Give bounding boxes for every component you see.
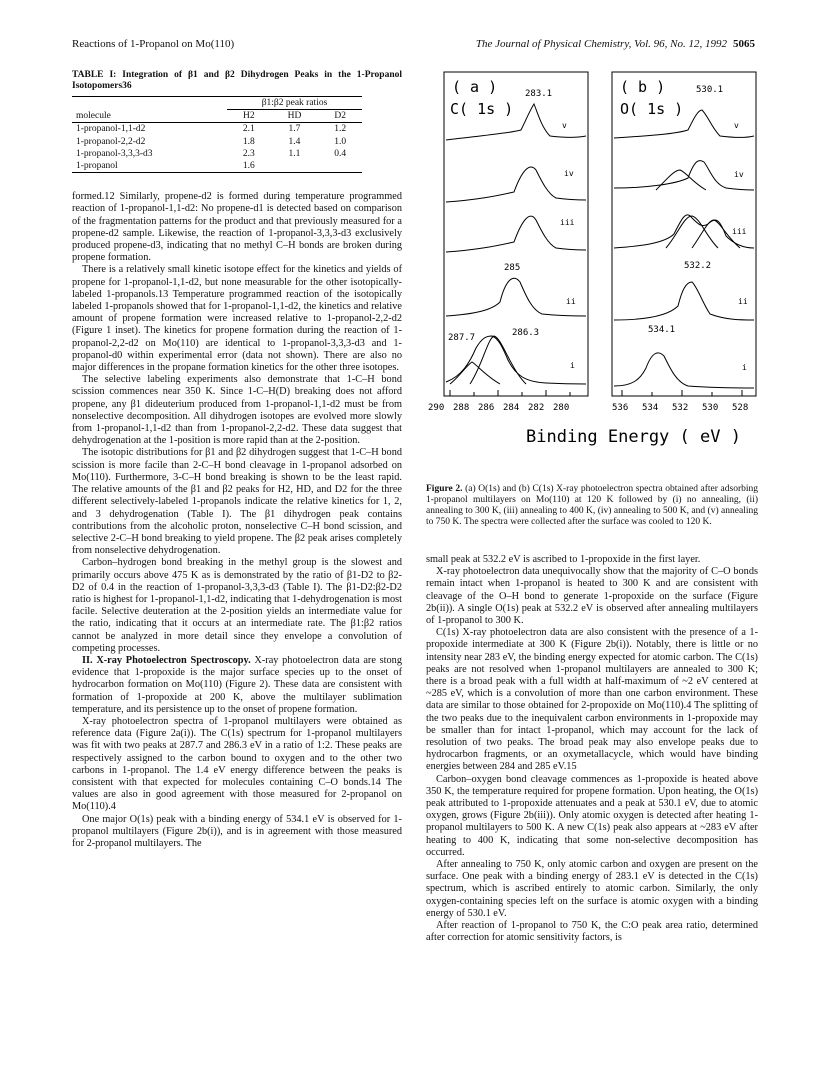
body-paragraph: small peak at 532.2 eV is ascribed to 1-propoxide in the first layer.	[426, 554, 701, 565]
spectrum-trace	[614, 282, 754, 320]
trace-label: i	[742, 363, 747, 372]
table-caption: TABLE I: Integration of β1 and β2 Dihydrogen Peaks in the 1-Propanol Isotopomers36	[72, 70, 402, 91]
peak-label: 285	[504, 263, 521, 273]
trace-label: iv	[734, 170, 744, 179]
trace-label: ii	[738, 297, 748, 306]
table-row: 1-propanol-3,3,3-d3 2.3 1.1 0.4	[76, 148, 347, 159]
tick-label: 530	[702, 403, 719, 413]
figure-caption: Figure 2. (a) O(1s) and (b) C(1s) X-ray photoelectron spectra obtained after adsorbing 1-propanol multilayers on Mo(110) at 120 K followed by (i) no annealing, (ii) annealing to 300 K, (iii) annealing to 400 K, (iv) annealing to 500 K, and (v) annealing to 750 K. The spectra were collected after the surface was cooled to 120 K.	[426, 484, 759, 527]
fit-peak	[656, 170, 706, 190]
body-paragraph: X-ray photoelectron data unequivocally show that the majority of C–O bonds remain intact when 1-propanol is heated to 300 K and are consistent with cleavage of the O–H bond to generate 1-propoxide on the surface (Figure 2b(ii)). A single O(1s) peak at 532.2 eV is observed after annealing multilayers of 1-propanol to 300 K.	[426, 566, 758, 627]
isotopomer-table	[72, 96, 362, 173]
body-paragraph: X-ray photoelectron spectra of 1-propanol multilayers were obtained as reference data (Figure 2a(i)). The C(1s) spectrum for 1-propanol multilayers was fit with two peaks at 287.7 and 286.3 eV in a ratio of 1:2. These peaks are respectively assigned to the carbon bound to oxygen and to the other two carbons in 1-propanol. The 1.4 eV energy difference between the peaks is consistent with that expected for molecules containing C–O bonds.14 The values are also in good agreement with those measured for 2-propanol on Mo(110).4	[72, 715, 402, 813]
trace-label: iii	[560, 218, 575, 227]
panel-a-core: C( 1s )	[450, 100, 514, 118]
body-paragraph: After annealing to 750 K, only atomic carbon and oxygen are present on the surface. One peak with a binding energy of 283.1 eV is detected in the C(1s) spectrum, which is ascribed entirely to atomic carbon. Similarly, the only oxygen-containing species left on the surface is atomic oxygen with a binding energy of 530.1 eV.	[426, 859, 758, 919]
fit-peak	[470, 336, 526, 384]
peak-label: 532.2	[684, 261, 712, 271]
trace-label: ii	[566, 297, 576, 306]
journal-citation: The Journal of Physical Chemistry, Vol. 96, No. 12, 1992	[475, 38, 727, 50]
spectrum-trace	[614, 353, 754, 388]
x-axis-label: Binding Energy ( eV )	[526, 427, 741, 447]
left-column	[72, 70, 402, 850]
tick-label: 528	[732, 403, 749, 413]
panel-a-label: ( a )	[452, 78, 498, 96]
running-header-left: Reactions of 1-Propanol on Mo(110)	[72, 38, 235, 50]
tick-label: 534	[642, 403, 659, 413]
tick-label: 284	[503, 403, 520, 413]
body-paragraph: The isotopic distributions for β1 and β2 dihydrogen suggest that 1-C–H bond scission is more facile than 2-C–H bond cleavage in 1-propanol adsorbed on Mo(110). Furthermore, 3-C–H bond breaking is shown to be the least rapid. The relative amounts of the β1 and β2 peaks for H2, HD, and D2 for the three different selectively-labeled 1-propanols indicate the relative kinetics for 1, 2, and 3 dehydrogenation (Table I). The β1 dihydrogen peak contains contributions from the alcoholic proton, nonselective C–H bond scission, and selective 2-C–H bond breaking to yield propene. The β2 peak arises completely from nonselective dehydrogenation.	[72, 447, 402, 557]
fit-peak	[666, 216, 718, 248]
table-group-header: β1:β2 peak ratios	[227, 97, 362, 110]
fit-peak	[450, 362, 500, 384]
table-row: 1-propanol-2,2-d2 1.8 1.4 1.0	[76, 136, 347, 147]
body-paragraph: formed.12 Similarly, propene-d2 is formed during temperature programmed reaction of 1-propanol-1,1-d2: No propene-d1 is detected based on comparison of the fragmentation patterns for the product and that previously measured for a propene-d2 sample. Likewise, the reaction of 1-propanol-3,3,3-d3 exclusively produced propene-d3, indicating that no methyl C–H bonds are broken during propene formation.	[72, 191, 402, 264]
tick-label: 286	[478, 403, 495, 413]
xps-figure	[426, 70, 758, 480]
trace-label: v	[734, 121, 739, 130]
table-col-header: HD	[287, 111, 302, 122]
peak-label: 283.1	[525, 89, 553, 99]
running-header-right	[476, 38, 755, 50]
spectrum-trace	[614, 161, 754, 190]
peak-label: 530.1	[696, 85, 724, 95]
table-col-header: molecule	[76, 110, 111, 121]
table-col-header: D2	[334, 111, 346, 122]
body-paragraph: The selective labeling experiments also demonstrate that 1-C–H bond scission commences near 350 K. Since 1-C–H(D) breaking does not afford propene, any β1 dideuterium produced from 1-propanol-1,1-d2 must be from nonselective decomposition. All dihydrogen isotopes are evolved more slowly from 1-propanol-1,1-d2 than from 1-propanol-2,2-d2. These data suggest that dehydrogenation at the 1-position is more rapid than at the 2-position.	[72, 374, 402, 447]
peak-label: 286.3	[512, 328, 540, 338]
tick-label: 532	[672, 403, 689, 413]
body-paragraph: Carbon–oxygen bond cleavage commences as 1-propoxide is heated above 350 K, the temperature required for propene formation. Upon heating, the O(1s) peak attributed to 1-propoxide attenuates and a peak at 530.1 eV, due to atomic oxygen, grows (Figure 2b(iii)). Only atomic oxygen is detected after heating 1-propanol multilayers to 500 K. A new C(1s) peak also appears at ~283 eV after heating to 400 K, indicating that some non-selective decomposition has occurred.	[426, 773, 758, 858]
peak-label: 287.7	[448, 333, 476, 343]
tick-label: 288	[453, 403, 470, 413]
tick-label: 282	[528, 403, 545, 413]
right-column	[426, 554, 758, 945]
figure-caption-label: Figure 2.	[426, 484, 463, 494]
section-paragraph: II. X-ray Photoelectron Spectroscopy. X-ray photoelectron data are stong evidence that 1-propoxide is the major surface species up to the onset of hydrocarbon formation on Mo(110) (Figure 2). These data are consistent with formation of 1-propoxide at 200 K, above the multilayer sublimation temperature, and its persistence up to the onset of propene formation.	[72, 654, 402, 715]
trace-label: iii	[732, 227, 747, 236]
trace-label: i	[570, 361, 575, 370]
tick-label: 280	[553, 403, 570, 413]
trace-label: iv	[564, 169, 574, 178]
body-paragraph: Carbon–hydrogen bond breaking in the methyl group is the slowest and primarily occurs above 475 K as is demonstrated by the ratio of β1-D2 to β2-D2 of 0.4 in the reaction of 1-propanol-3,3,3-d3 (Table I). The β1-D2:β2-D2 ratio is highest for 1-propanol-1,1-d2, indicating that 1-dehydrogenation is most facile. Selective deuteration at the 2-position yields an intermediate value for the ratio, indicating that it occurs at an intermediate rate. The β1:β2 ratios cannot be analyzed in more detail since they envelope a convolution of competing processes.	[72, 557, 402, 654]
spectrum-trace	[446, 336, 586, 384]
table-col-header: H2	[242, 111, 255, 122]
body-paragraph: C(1s) X-ray photoelectron data are also consistent with the presence of a 1-propoxide intermediate at 300 K (Figure 2b(i)). Notably, there is little or no intensity near 283 eV, the binding energy expected for atomic carbon. The C(1s) peaks are not resolved when 1-propanol multilayers are annealed to 300 K; there is a broad peak with a full width at half-maximum of ~2 eV centered at ~285 eV, which is a convolution of more than one carbon environment. These data are similar to those obtained for 2-propoxide on Mo(110).4 The splitting of the two peaks due to the inequivalent carbon environments in 1-propoxide may be smaller than for intact 1-propanol, which may account for the lack of resolution of two peaks. The broad peak may also envelope peaks due to hydrocarbon fragments, or an oxymetallacycle, which would have binding energies between 284 and 285 eV.15	[426, 627, 758, 773]
table-header-row	[72, 110, 362, 123]
trace-label: v	[562, 121, 567, 130]
body-paragraph: There is a relatively small kinetic isotope effect for the kinetics and yields of propene for 1-propanol-1,1-d2, but none measurable for the other isotopically-labeled 1-propanols.13 Temperature programmed reaction of the isotopically labeled 1-propanols showed that for 1-propanol-1,1-d2, the kinetics and relative amount of propene formation were increased relative to 1-propanol-2,2-d2 (Figure 1 inset). The kinetics for propene formation during the reaction of 1-propanol-2,2-d2 on Mo(110) are identical to 1-propanol-3,3,3-d3 and 1-propanol-d0 within experimental error (data not shown). There are also no major differences in the propane formation kinetics for the other three isotopes.	[72, 264, 402, 374]
table-row: 1-propanol-1,1-d2 2.1 1.7 1.2	[76, 124, 347, 135]
panel-b-core: O( 1s )	[620, 100, 684, 118]
table-row: 1-propanol 1.6	[72, 160, 362, 173]
peak-label: 534.1	[648, 325, 676, 335]
spectrum-trace	[446, 278, 586, 316]
tick-label: 536	[612, 403, 629, 413]
tick-label: 290	[428, 403, 445, 413]
body-paragraph: After reaction of 1-propanol to 750 K, the C:O peak area ratio, determined after correction for atomic sensitivity factors, is	[426, 920, 758, 944]
panel-b-label: ( b )	[620, 78, 666, 96]
body-paragraph: One major O(1s) peak with a binding energy of 534.1 eV is observed for 1-propanol multilayers (Figure 2b(i)), and is in agreement with those measured for 2-propanol multilayers. The	[72, 813, 402, 849]
section-heading: II. X-ray Photoelectron Spectroscopy.	[82, 654, 251, 666]
page-number: 5065	[733, 38, 755, 50]
